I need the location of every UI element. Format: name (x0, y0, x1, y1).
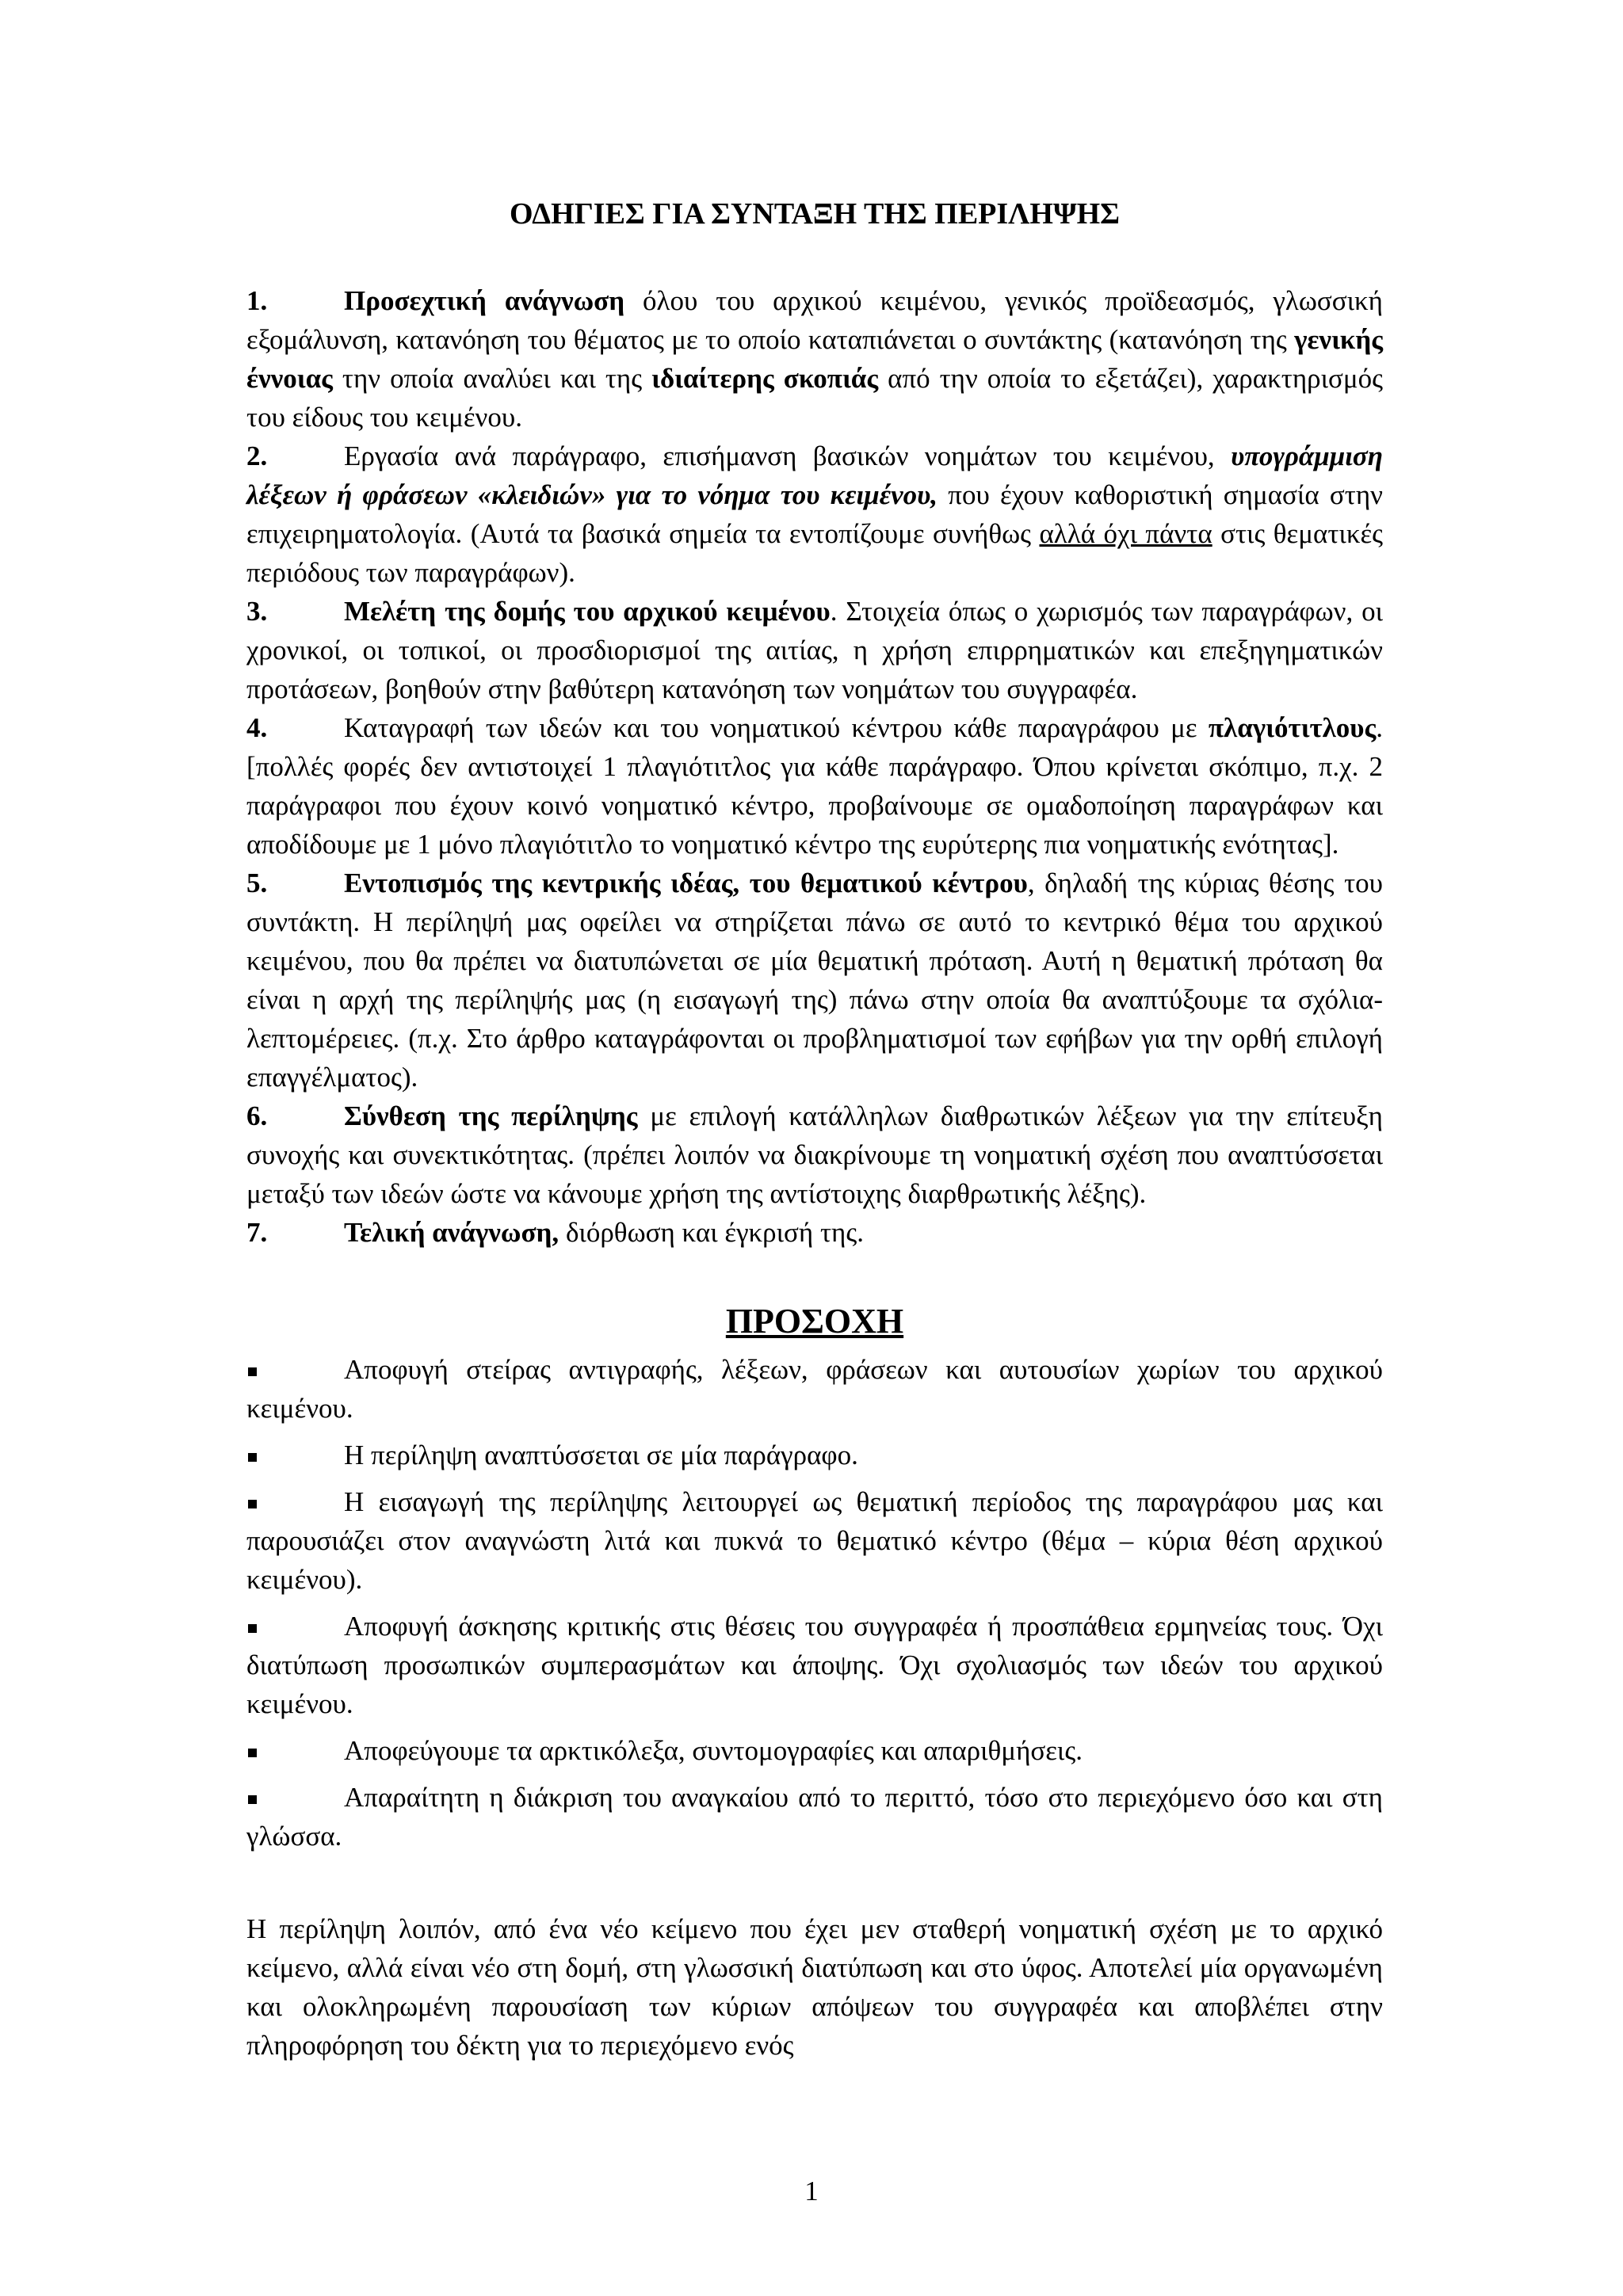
page-title: ΟΔΗΓΙΕΣ ΓΙΑ ΣΥΝΤΑΞΗ ΤΗΣ ΠΕΡΙΛΗΨΗΣ (509, 197, 1121, 231)
step-bold-text: γενικής έννοιας (246, 324, 1383, 394)
step-text: από την οποία το εξετάζει), χαρακτηρισμός του είδους του κειμένου. (246, 363, 1383, 433)
step-number: 6. (246, 1100, 268, 1131)
step-text: που έχουν καθοριστική σημασία στην επιχειρηματολογία. (Αυτά τα βασικά σημεία τα εντοπίζουμε συνήθως (246, 479, 1383, 549)
bullet-text: Αποφυγή στείρας αντιγραφής, λέξεων, φράσεων και αυτουσίων χωρίων του αρχικού κειμένου. (246, 1354, 1383, 1424)
step-3 (246, 592, 1383, 708)
step-1 (246, 281, 1383, 437)
step-underlined-text: αλλά όχι πάντα (1039, 518, 1212, 549)
step-text: , δηλαδή της κύριας θέσης του συντάκτη. Η περίληψή μας οφείλει να στηρίζεται πάνω σε αυτό το κεντρικό θέμα του αρχικού κειμένου, που θα πρέπει να διατυπώνεται σε μία θεματική πρόταση. Αυτή η θεματική πρόταση θα είναι η αρχή της περίληψής μας (η εισαγωγή της) πάνω στην οποία θα αναπτύξουμε τα σχόλια-λεπτομέρειες. (π.χ. Στο άρθρο καταγράφονται οι προβληματισμοί των εφήβων για την ορθή επιλογή επαγγέλματος). (246, 868, 1383, 1093)
step-number: 1. (246, 285, 268, 316)
bullet-item (246, 1350, 1383, 1428)
step-7 (246, 1213, 1383, 1252)
step-bold-text: Προσεχτική ανάγνωση (344, 285, 625, 316)
closing-paragraph: Η περίληψη λοιπόν, από ένα νέο κείμενο που έχει μεν σταθερή νοηματική σχέση με το αρχικό κείμενο, αλλά είναι νέο στη δομή, στη γλωσσική διατύπωση και στο ύφος. Αποτελεί μία οργανωμένη και ολοκληρωμένη παρουσίαση των κύριων απόψεων του συγγραφέα και αποβλέπει στην πληροφόρηση του δέκτη για το περιεχόμενο ενός (246, 1913, 1383, 2061)
bullet-item (246, 1436, 1383, 1474)
document-body (246, 194, 1383, 2065)
step-text: με επιλογή κατάλληλων διαθρωτικών λέξεων για την επίτευξη συνοχής και συνεκτικότητας. (πρέπει λοιπόν να διακρίνουμε τη νοηματική σχέση που αναπτύσσεται μεταξύ των ιδεών ώστε να κάνουμε χρήση της αντίστοιχης διαρθρωτικής λέξης). (246, 1100, 1383, 1209)
step-text: Καταγραφή των ιδεών και του νοηματικού κέντρου κάθε παραγράφου με (344, 712, 1209, 743)
step-number: 5. (246, 868, 268, 898)
bullet-text: Απαραίτητη η διάκριση του αναγκαίου από το περιττό, τόσο στο περιεχόμενο όσο και στη γλώσσα. (246, 1782, 1383, 1852)
step-bold-text: Σύνθεση της περίληψης (344, 1100, 638, 1131)
bullet-text: Η περίληψη αναπτύσσεται σε μία παράγραφο. (344, 1440, 858, 1470)
bullet-item (246, 1607, 1383, 1723)
step-text: . Στοιχεία όπως ο χωρισμός των παραγράφων, οι χρονικοί, οι τοπικοί, οι προσδιορισμοί της αιτίας, η χρήση επιρρηματικών και επεξηγηματικών προτάσεων, βοηθούν στην βαθύτερη κατανόηση των νοημάτων του συγγραφέα. (246, 596, 1383, 704)
step-5 (246, 864, 1383, 1097)
step-text: όλου του αρχικού κειμένου, γενικός προϊδεασμός, γλωσσική εξομάλυνση, κατανόηση του θέματος με το οποίο καταπιάνεται ο συντάκτης (κατανόηση της (246, 285, 1383, 355)
step-number: 7. (246, 1217, 268, 1248)
step-bold-text: ιδιαίτερης σκοπιάς (651, 363, 879, 394)
step-4 (246, 708, 1383, 864)
step-text: στις θεματικές περιόδους των παραγράφων). (246, 518, 1384, 588)
step-text: . [πολλές φορές δεν αντιστοιχεί 1 πλαγιότιτλος για κάθε παράγραφο. Όπου κρίνεται σκόπιμο, π.χ. 2 παράγραφοι που έχουν κοινό νοηματικό κέντρο, προβαίνουμε σε ομαδοποίηση παραγράφων και αποδίδουμε με 1 μόνο πλαγιότιτλο το νοηματικό κέντρο της ευρύτερης πια νοηματικής ενότητας]. (246, 712, 1383, 860)
bullet-item (246, 1482, 1383, 1599)
step-number: 3. (246, 596, 268, 627)
page-number: 1 (804, 2176, 819, 2206)
step-2 (246, 437, 1383, 592)
step-text: διόρθωση και έγκρισή της. (559, 1217, 864, 1248)
step-bold-text: πλαγιότιτλους (1208, 712, 1377, 743)
step-bold-text: Μελέτη της δομής του αρχικού κειμένου (344, 596, 831, 627)
step-bold-text: Εντοπισμός της κεντρικής ιδέας, του θεματικού κέντρου (344, 868, 1028, 898)
bullet-text: Η εισαγωγή της περίληψης λειτουργεί ως θεματική περίοδος της παραγράφου μας και παρουσιάζει στον αναγνώστη λιτά και πυκνά το θεματικό κέντρο (θέμα – κύρια θέση αρχικού κειμένου). (246, 1486, 1383, 1595)
step-bold-text: Τελική ανάγνωση, (344, 1217, 559, 1248)
step-bold-italic-text: υπογράμμιση λέξεων ή φράσεων «κλειδιών» για το νόημα του κειμένου, (246, 441, 1383, 510)
step-number: 4. (246, 712, 268, 743)
bullet-item (246, 1778, 1383, 1855)
step-text: την οποία αναλύει και της (332, 363, 652, 394)
step-6 (246, 1097, 1383, 1213)
bullet-text: Αποφεύγουμε τα αρκτικόλεξα, συντομογραφίες και απαριθμήσεις. (344, 1735, 1083, 1766)
step-number: 2. (246, 441, 268, 471)
step-text: Εργασία ανά παράγραφο, επισήμανση βασικών νοημάτων του κειμένου, (344, 441, 1232, 471)
bullet-text: Αποφυγή άσκησης κριτικής στις θέσεις του συγγραφέα ή προσπάθεια ερμηνείας τους. Όχι διατύπωση προσωπικών συμπερασμάτων και άποψης. Όχι σχολιασμός των ιδεών του αρχικού κειμένου. (246, 1611, 1383, 1719)
bullet-item (246, 1731, 1383, 1770)
attention-heading: ΠΡΟΣΟΧΗ (725, 1302, 904, 1341)
